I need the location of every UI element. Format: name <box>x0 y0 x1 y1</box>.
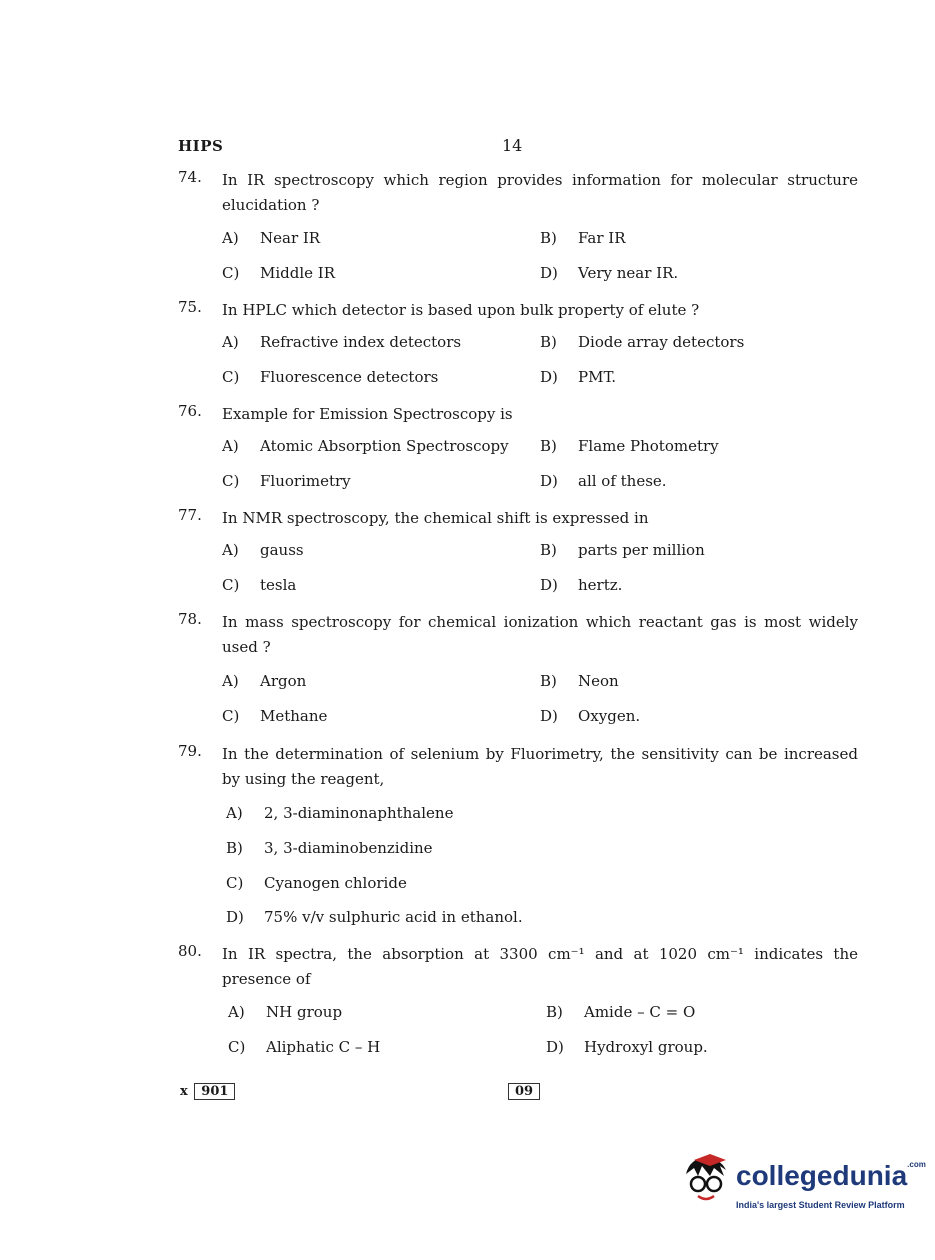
option-label: C) <box>222 472 240 490</box>
question-text: In IR spectroscopy which region provides information for molecular structure elucidation ? <box>222 171 858 214</box>
option-label: B) <box>540 672 557 690</box>
option-label: D) <box>226 908 244 926</box>
option-b <box>540 672 619 690</box>
option-a <box>222 541 304 559</box>
header-code: HIPS <box>178 137 224 155</box>
option-text: tesla <box>260 576 297 594</box>
option-a <box>222 672 306 690</box>
option-label: C) <box>222 264 240 282</box>
option-d <box>546 1038 708 1056</box>
question-number: 79. <box>178 742 202 760</box>
option-d <box>540 264 678 282</box>
option-label: B) <box>540 541 557 559</box>
option-text: Very near IR. <box>578 264 679 282</box>
logo-tagline: India's largest Student Review Platform <box>736 1200 905 1210</box>
question-number: 78. <box>178 610 202 628</box>
option-label: C) <box>226 874 244 892</box>
question-number: 74. <box>178 168 202 186</box>
option-d <box>540 368 616 386</box>
option-text: Flame Photometry <box>578 437 719 455</box>
option-a <box>222 333 461 351</box>
option-label: D) <box>546 1038 564 1056</box>
logo-wordmark: collegedunia$^{.com}$ <box>736 1160 926 1191</box>
question-number: 75. <box>178 298 202 316</box>
question-text: In NMR spectroscopy, the chemical shift is expressed in <box>222 509 649 527</box>
option-label: C) <box>222 368 240 386</box>
option-label: A) <box>222 437 239 455</box>
option-text: NH group <box>266 1003 343 1021</box>
collegedunia-logo <box>680 1152 926 1222</box>
question-text: In mass spectroscopy for chemical ionization which reactant gas is most widely used ? <box>222 613 858 656</box>
option-text: 2, 3-diaminonaphthalene <box>264 804 454 822</box>
option-text: Near IR <box>260 229 321 247</box>
question-77 <box>178 506 858 531</box>
option-label: B) <box>540 437 557 455</box>
option-text: Neon <box>578 672 619 690</box>
option-text: 75% v/v sulphuric acid in ethanol. <box>264 908 523 926</box>
question-number: 77. <box>178 506 202 524</box>
option-label: B) <box>540 333 557 351</box>
option-c <box>226 874 407 892</box>
option-b <box>546 1003 695 1021</box>
option-text: Atomic Absorption Spectroscopy <box>260 437 509 455</box>
option-label: D) <box>540 368 558 386</box>
option-text: 3, 3-diaminobenzidine <box>264 839 433 857</box>
option-a <box>228 1003 342 1021</box>
option-text: gauss <box>260 541 304 559</box>
question-75 <box>178 298 858 323</box>
booklet-prefix: x <box>180 1084 188 1099</box>
option-text: Hydroxyl group. <box>584 1038 708 1056</box>
option-label: A) <box>222 333 239 351</box>
question-text: In the determination of selenium by Fluorimetry, the sensitivity can be increased by using the reagent, <box>222 745 858 788</box>
option-d <box>540 707 640 725</box>
option-text: PMT. <box>578 368 617 386</box>
option-c <box>222 707 327 725</box>
option-label: A) <box>222 541 239 559</box>
option-text: Amide – C = O <box>584 1003 696 1021</box>
option-text: Far IR <box>578 229 626 247</box>
option-text: hertz. <box>578 576 623 594</box>
option-text: Fluorescence detectors <box>260 368 439 386</box>
option-d <box>540 472 667 490</box>
question-number: 76. <box>178 402 202 420</box>
option-a <box>222 437 509 455</box>
option-b <box>540 333 744 351</box>
booklet-code <box>180 1083 235 1100</box>
option-text: all of these. <box>578 472 667 490</box>
option-text: parts per million <box>578 541 705 559</box>
option-label: C) <box>222 707 240 725</box>
option-label: A) <box>226 804 243 822</box>
question-74 <box>178 168 858 218</box>
option-label: A) <box>222 672 239 690</box>
option-b <box>540 437 719 455</box>
booklet-code-box: 901 <box>194 1083 235 1100</box>
option-a <box>226 804 453 822</box>
logo-suffix: .com <box>907 1160 926 1169</box>
option-b <box>226 839 433 857</box>
option-label: D) <box>540 472 558 490</box>
option-label: A) <box>222 229 239 247</box>
option-text: Oxygen. <box>578 707 641 725</box>
option-label: D) <box>540 264 558 282</box>
option-text: Methane <box>260 707 328 725</box>
option-label: B) <box>546 1003 563 1021</box>
option-c <box>222 472 351 490</box>
question-80 <box>178 942 858 992</box>
question-text: Example for Emission Spectroscopy is <box>222 405 513 423</box>
option-d <box>226 908 523 926</box>
option-text: Aliphatic C – H <box>266 1038 381 1056</box>
option-label: D) <box>540 707 558 725</box>
option-a <box>222 229 320 247</box>
question-79 <box>178 742 858 792</box>
series-code-box: 09 <box>508 1083 540 1100</box>
question-text: In HPLC which detector is based upon bulk property of elute ? <box>222 301 700 319</box>
question-76 <box>178 402 858 427</box>
question-number: 80. <box>178 942 202 960</box>
option-text: Diode array detectors <box>578 333 745 351</box>
option-c <box>222 576 296 594</box>
option-label: D) <box>540 576 558 594</box>
page-number: 14 <box>502 136 523 155</box>
option-label: B) <box>226 839 243 857</box>
option-label: B) <box>540 229 557 247</box>
option-text: Cyanogen chloride <box>264 874 407 892</box>
option-text: Fluorimetry <box>260 472 351 490</box>
question-78 <box>178 610 858 660</box>
option-b <box>540 229 626 247</box>
option-c <box>222 368 438 386</box>
option-c <box>228 1038 380 1056</box>
question-text: In IR spectra, the absorption at 3300 cm⁻¹ and at 1020 cm⁻¹ indicates the presence of <box>222 945 858 988</box>
option-c <box>222 264 335 282</box>
option-b <box>540 541 705 559</box>
option-text: Refractive index detectors <box>260 333 462 351</box>
option-text: Middle IR <box>260 264 336 282</box>
option-d <box>540 576 622 594</box>
mascot-icon <box>680 1152 732 1212</box>
option-text: Argon <box>260 672 307 690</box>
option-label: C) <box>228 1038 246 1056</box>
option-label: A) <box>228 1003 245 1021</box>
option-label: C) <box>222 576 240 594</box>
